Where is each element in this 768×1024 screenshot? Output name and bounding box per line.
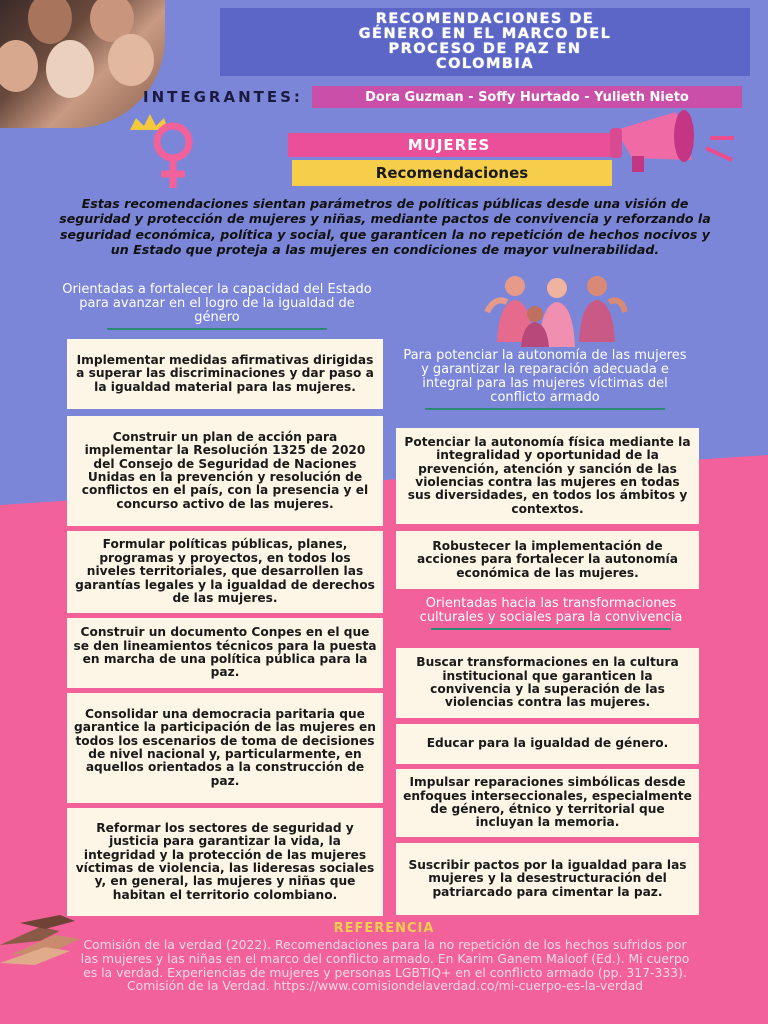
mujeres-banner: MUJERES [288,133,610,157]
intro-paragraph: Estas recomendaciones sientan parámetros de políticas públicas desde una visión de seguridad y protección de mujeres y niñas, mediante pactos de convivencia y reforzando la seguridad económica, política y social, que garanticen la no repetición de hechos nocivos y un Estado que proteja a las mujeres en condiciones de mayor vulnerabilidad. [59,196,711,258]
left-card-2: Construir un plan de acción para implementar la Resolución 1325 de 2020 del Consejo de Seguridad de Naciones Unidas en la prevención y resolución de conflictos en el país, con la presencia y el concurso activo de las mujeres. [67,416,383,526]
right-card-5: Impulsar reparaciones simbólicas desde enfoques interseccionales, especialmente de género, étnico y territorial que incluyan la memoria. [396,769,699,837]
venus-symbol-icon [128,112,218,192]
integrantes-label: INTEGRANTES: [143,88,303,106]
title-box [220,8,750,76]
right-heading-1: Para potenciar la autonomía de las mujeres y garantizar la reparación adecuada e integral para las mujeres víctimas del conflicto armado [400,349,690,410]
right-card-6: Suscribir pactos por la igualdad para las mujeres y la desestructuración del patriarcado para cimentar la paz. [396,843,699,915]
recomendaciones-banner: Recomendaciones [292,160,612,186]
left-card-6: Reformar los sectores de seguridad y justicia para garantizar la vida, la integridad y la protección de las mujeres víctimas de violencia, las lideresas sociales y, en general, las mujeres y niñas que habitan el territorio colombiano. [67,808,383,916]
women-group-illustration [475,272,640,347]
left-card-3: Formular políticas públicas, planes, programas y proyectos, en todos los niveles territoriales, que desarrollen las garantías legales y la igualdad de derechos de las mujeres. [67,531,383,613]
reference-title: REFERENCIA [333,921,435,936]
women-photo [0,0,165,128]
right-card-2: Robustecer la implementación de acciones para fortalecer la autonomía económica de las mujeres. [396,531,699,589]
right-card-4: Educar para la igualdad de género. [396,724,699,764]
integrantes-names: Dora Guzman - Soffy Hurtado - Yulieth Nieto [312,86,742,108]
left-heading: Orientadas a fortalecer la capacidad del Estado para avanzar en el logro de la igualdad de género [62,283,372,330]
right-card-3: Buscar transformaciones en la cultura institucional que garanticen la convivencia y la superación de las violencias contra las mujeres. [396,648,699,718]
left-card-5: Consolidar una democracia paritaria que garantice la participación de las mujeres en todos los escenarios de toma de decisiones de nivel nacional y, particularmente, en aquellos orientados a la construcción de paz. [67,693,383,803]
right-card-1: Potenciar la autonomía física mediante la integralidad y oportunidad de la prevención, atención y sanción de las violencias contra las mujeres en todas sus diversidades, en todos los ámbitos y contextos. [396,428,699,524]
left-card-1: Implementar medidas afirmativas dirigidas a superar las discriminaciones y dar paso a la igualdad material para las mujeres. [67,339,383,409]
page-title: RECOMENDACIONES DE GÉNERO EN EL MARCO DEL PROCESO DE PAZ EN COLOMBIA [358,11,612,72]
megaphone-icon [606,108,736,174]
reference-text: Comisión de la verdad (2022). Recomendaciones para la no repetición de los hechos sufridos por las mujeres y las niñas en el marco del conflicto armado. En Karim Ganem Maloof (Ed.). Mi cuerpo es la verdad. Experiencias de mujeres y personas LGBTIQ+ en el conflicto armado (pp. 317-333). Comisión de la Verdad. https://www.comisiondelaverdad.co/mi-cuerpo-es-la-verdad [80,937,690,994]
left-card-4: Construir un documento Conpes en el que se den lineamientos técnicos para la puesta en marcha de una política pública para la paz. [67,618,383,688]
right-heading-2: Orientadas hacia las transformaciones culturales y sociales para la convivencia [406,597,696,630]
